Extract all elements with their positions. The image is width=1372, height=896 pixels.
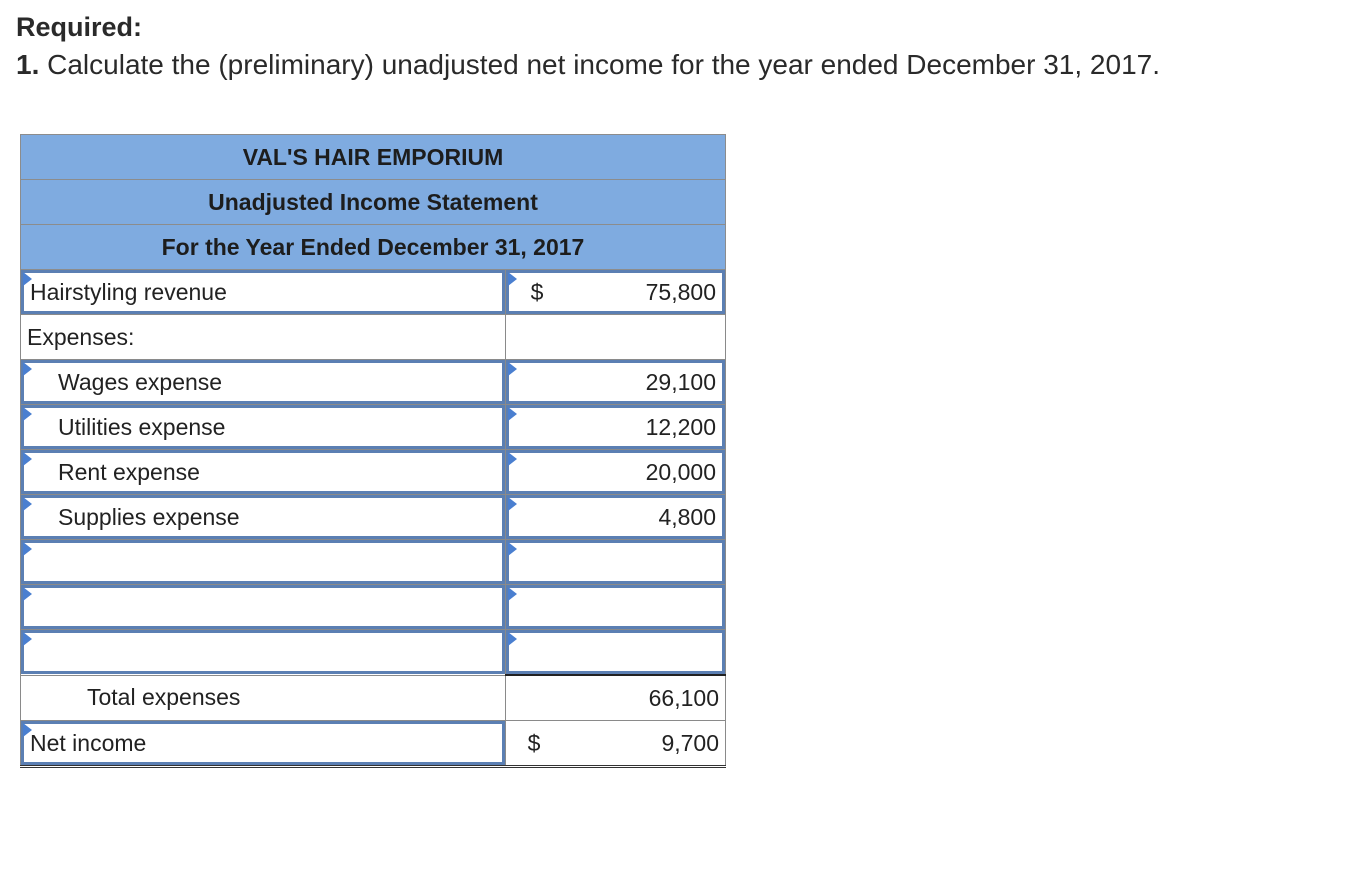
requirement-number: 1. (16, 49, 40, 80)
dropdown-marker-icon (508, 452, 517, 466)
revenue-amount-input[interactable] (506, 270, 725, 314)
expense-amount-input[interactable] (506, 540, 725, 584)
dropdown-marker-icon (23, 497, 32, 511)
expense-amount-input[interactable] (506, 360, 725, 404)
expense-label-input[interactable] (21, 360, 505, 404)
net-income-label-input[interactable] (21, 721, 505, 765)
income-statement-table (20, 134, 726, 768)
total-expenses-label-cell (21, 676, 505, 720)
expense-label-input[interactable] (21, 450, 505, 494)
expenses-heading-cell (21, 315, 505, 359)
expense-amount: 12,200 (645, 413, 716, 440)
net-income-row (21, 721, 726, 767)
currency-symbol: $ (527, 729, 541, 756)
total-expenses-label: Total expenses (87, 684, 241, 711)
total-expenses-amount-cell (506, 676, 725, 720)
dropdown-marker-icon (23, 272, 32, 286)
dropdown-marker-icon (508, 542, 517, 556)
dropdown-marker-icon (23, 362, 32, 376)
expense-label: Rent expense (58, 458, 200, 485)
expenses-heading-row (21, 315, 726, 360)
expense-amount-input[interactable] (506, 405, 725, 449)
revenue-label: Hairstyling revenue (30, 278, 227, 305)
expense-label-input[interactable] (21, 495, 505, 539)
currency-symbol: $ (530, 278, 544, 305)
dropdown-marker-icon (508, 362, 517, 376)
header-company-row (21, 135, 726, 180)
dropdown-marker-icon (508, 632, 517, 646)
expense-amount-input[interactable] (506, 585, 725, 629)
header-period-row (21, 225, 726, 270)
expenses-heading-amount-cell (506, 315, 725, 359)
expense-amount-input[interactable] (506, 450, 725, 494)
dropdown-marker-icon (508, 587, 517, 601)
net-income-label: Net income (30, 729, 147, 756)
revenue-amount: 75,800 (645, 278, 716, 305)
expense-row (21, 630, 726, 676)
dropdown-marker-icon (23, 452, 32, 466)
requirement-description: Calculate the (preliminary) unadjusted net income for the year ended December 31, 2017. (39, 49, 1160, 80)
expense-row (21, 540, 726, 585)
expense-amount-input[interactable] (506, 495, 725, 539)
expense-row (21, 360, 726, 405)
dropdown-marker-icon (23, 723, 32, 737)
dropdown-marker-icon (23, 542, 32, 556)
expenses-heading: Expenses: (27, 323, 135, 350)
net-income-amount: 9,700 (661, 729, 719, 756)
required-heading: Required: (16, 12, 143, 42)
statement-title: Unadjusted Income Statement (21, 180, 726, 225)
dropdown-marker-icon (23, 632, 32, 646)
expense-label-input[interactable] (21, 585, 505, 629)
expense-amount: 20,000 (645, 458, 716, 485)
expense-row (21, 585, 726, 630)
net-income-amount-cell (506, 721, 725, 765)
revenue-label-input[interactable] (21, 270, 505, 314)
company-name: VAL'S HAIR EMPORIUM (21, 135, 726, 180)
revenue-row (21, 270, 726, 315)
expense-row (21, 495, 726, 540)
total-expenses-amount: 66,100 (648, 684, 719, 711)
dropdown-marker-icon (23, 407, 32, 421)
dropdown-marker-icon (508, 407, 517, 421)
expense-label-input[interactable] (21, 630, 505, 674)
expense-label-input[interactable] (21, 540, 505, 584)
expense-label: Supplies expense (58, 503, 240, 530)
expense-row (21, 405, 726, 450)
expense-amount: 4,800 (658, 503, 716, 530)
dropdown-marker-icon (508, 272, 517, 286)
expense-label-input[interactable] (21, 405, 505, 449)
requirement-text (16, 49, 1160, 81)
dropdown-marker-icon (23, 587, 32, 601)
expense-row (21, 450, 726, 495)
statement-period: For the Year Ended December 31, 2017 (21, 225, 726, 270)
expense-amount: 29,100 (645, 368, 716, 395)
expense-amount-input[interactable] (506, 630, 725, 674)
dropdown-marker-icon (508, 497, 517, 511)
expense-label: Utilities expense (58, 413, 226, 440)
total-expenses-row (21, 675, 726, 721)
expense-label: Wages expense (58, 368, 223, 395)
header-title-row (21, 180, 726, 225)
